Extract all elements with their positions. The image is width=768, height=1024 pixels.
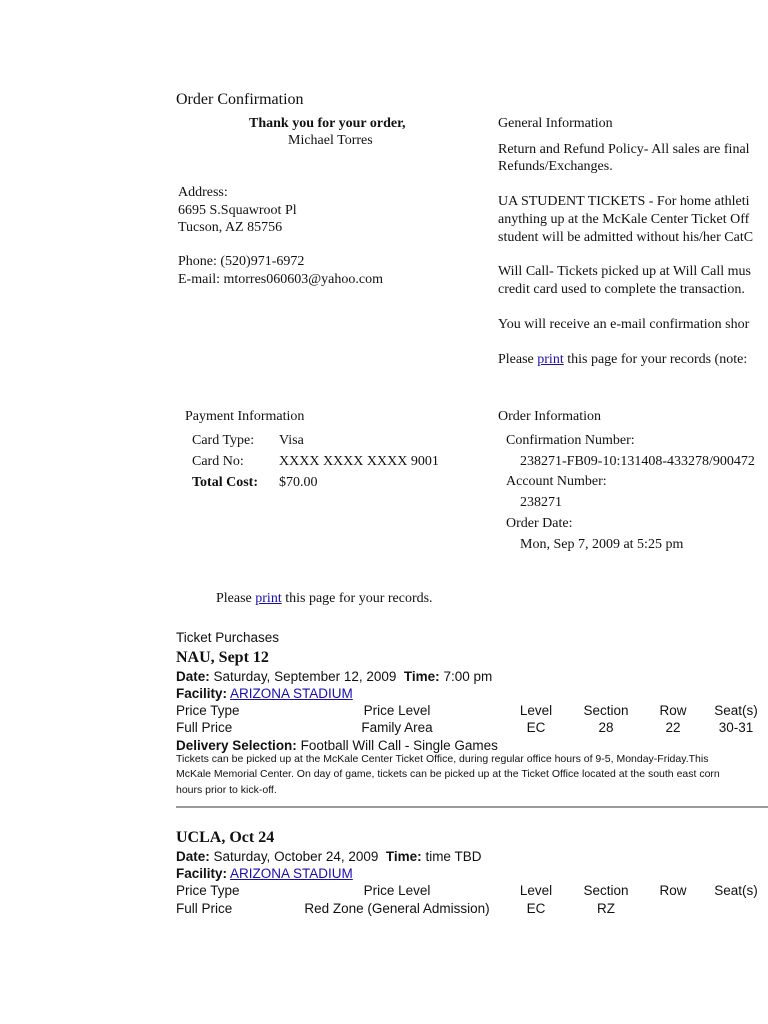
col-price-level: Price Level bbox=[363, 703, 431, 718]
col-level: Level bbox=[519, 883, 553, 898]
section-divider bbox=[176, 806, 768, 808]
col-row: Row bbox=[659, 703, 687, 718]
order-info-heading: Order Information bbox=[498, 409, 602, 424]
ticket-seats: 30-31 bbox=[718, 720, 754, 735]
address-label: Address: bbox=[178, 185, 228, 200]
col-level: Level bbox=[519, 703, 553, 718]
ticket-price-type: Full Price bbox=[176, 720, 233, 735]
pickup-note-line-3: hours prior to kick-off. bbox=[176, 784, 277, 796]
event-title: UCLA, Oct 24 bbox=[176, 829, 275, 846]
ticket-price-level: Family Area bbox=[361, 720, 433, 735]
pickup-note-line-2: McKale Memorial Center. On day of game, tickets can be picked up at the Ticket Office located at the south east corn bbox=[176, 768, 720, 780]
phone-text: Phone: (520)971-6972 bbox=[178, 254, 305, 269]
thank-you-text: Thank you for your order, bbox=[249, 116, 406, 131]
print-note-before: Please bbox=[216, 591, 256, 606]
print-note-after: this page for your records. bbox=[281, 591, 433, 606]
print-notice bbox=[216, 590, 433, 607]
account-number-label: Account Number: bbox=[506, 474, 607, 489]
confirmation-number-value: 238271-FB09-10:131408-433278/900472 bbox=[520, 454, 755, 469]
total-cost-value: $70.00 bbox=[279, 475, 318, 490]
customer-name: Michael Torres bbox=[288, 133, 373, 148]
col-price-type: Price Type bbox=[176, 703, 240, 718]
event-date: Saturday, September 12, 2009 bbox=[213, 669, 397, 684]
student-tickets-line-3: student will be admitted without his/her CatC bbox=[498, 230, 754, 245]
facility-link[interactable]: ARIZONA STADIUM bbox=[230, 686, 353, 701]
event-title: NAU, Sept 12 bbox=[176, 649, 269, 666]
print-notice-after: this page for your records (note: bbox=[563, 352, 748, 367]
ticket-purchases-heading: Ticket Purchases bbox=[176, 630, 280, 645]
payment-info-heading: Payment Information bbox=[185, 409, 305, 424]
time-label: Time: bbox=[403, 669, 440, 684]
ticket-level: EC bbox=[526, 720, 546, 735]
time-label: Time: bbox=[385, 849, 422, 864]
date-label: Date: bbox=[176, 849, 210, 864]
delivery-value: Football Will Call - Single Games bbox=[300, 738, 498, 753]
col-seats: Seat(s) bbox=[714, 703, 758, 718]
pickup-note-line-1: Tickets can be picked up at the McKale Center Ticket Office, during regular office hours of 9-5, Monday-Friday.This bbox=[176, 753, 709, 765]
page-title: Order Confirmation bbox=[176, 91, 304, 108]
event-date-line bbox=[176, 668, 492, 685]
print-link[interactable]: print bbox=[255, 591, 282, 606]
confirmation-number-label: Confirmation Number: bbox=[506, 433, 635, 448]
will-call-line-2: credit card used to complete the transaction. bbox=[498, 282, 745, 297]
order-date-value: Mon, Sep 7, 2009 at 5:25 pm bbox=[520, 537, 684, 552]
col-seats: Seat(s) bbox=[714, 883, 758, 898]
col-price-type: Price Type bbox=[176, 883, 240, 898]
total-cost-label: Total Cost: bbox=[192, 475, 258, 490]
card-no-label: Card No: bbox=[192, 454, 244, 469]
ticket-level: EC bbox=[526, 901, 546, 916]
print-notice-before: Please bbox=[498, 352, 538, 367]
student-tickets-line-2: anything up at the McKale Center Ticket Off bbox=[498, 212, 750, 227]
facility-label: Facility: bbox=[176, 686, 228, 701]
account-number-value: 238271 bbox=[520, 495, 562, 510]
ticket-section: RZ bbox=[597, 901, 615, 916]
email-text: E-mail: mtorres060603@yahoo.com bbox=[178, 272, 383, 287]
facility-label: Facility: bbox=[176, 866, 228, 881]
facility-line bbox=[176, 685, 353, 702]
general-info-heading: General Information bbox=[498, 116, 613, 131]
ticket-section: 28 bbox=[598, 720, 614, 735]
student-tickets-line-1: UA STUDENT TICKETS - For home athleti bbox=[498, 194, 750, 209]
ticket-row: 22 bbox=[665, 720, 681, 735]
refund-policy-line-2: Refunds/Exchanges. bbox=[498, 159, 613, 174]
card-type-label: Card Type: bbox=[192, 433, 255, 448]
facility-link[interactable]: ARIZONA STADIUM bbox=[230, 866, 353, 881]
date-label: Date: bbox=[176, 669, 210, 684]
event-date: Saturday, October 24, 2009 bbox=[213, 849, 379, 864]
will-call-line-1: Will Call- Tickets picked up at Will Call mus bbox=[498, 264, 751, 279]
col-section: Section bbox=[583, 703, 629, 718]
event-date-line bbox=[176, 848, 481, 865]
event-time: time TBD bbox=[425, 849, 482, 864]
print-notice-general bbox=[498, 351, 747, 368]
card-no-value: XXXX XXXX XXXX 9001 bbox=[279, 454, 439, 469]
facility-line bbox=[176, 865, 353, 882]
address-city: Tucson, AZ 85756 bbox=[178, 220, 283, 235]
col-section: Section bbox=[583, 883, 629, 898]
address-street: 6695 S.Squawroot Pl bbox=[178, 203, 297, 218]
col-price-level: Price Level bbox=[363, 883, 431, 898]
ticket-price-type: Full Price bbox=[176, 901, 233, 916]
col-row: Row bbox=[659, 883, 687, 898]
card-type-value: Visa bbox=[279, 433, 304, 448]
refund-policy-line-1: Return and Refund Policy- All sales are final bbox=[498, 142, 750, 157]
ticket-price-level: Red Zone (General Admission) bbox=[304, 901, 490, 916]
print-link-general[interactable]: print bbox=[537, 352, 564, 367]
email-notice: You will receive an e-mail confirmation shor bbox=[498, 317, 750, 332]
delivery-label: Delivery Selection: bbox=[176, 738, 297, 753]
order-date-label: Order Date: bbox=[506, 516, 573, 531]
event-time: 7:00 pm bbox=[443, 669, 493, 684]
